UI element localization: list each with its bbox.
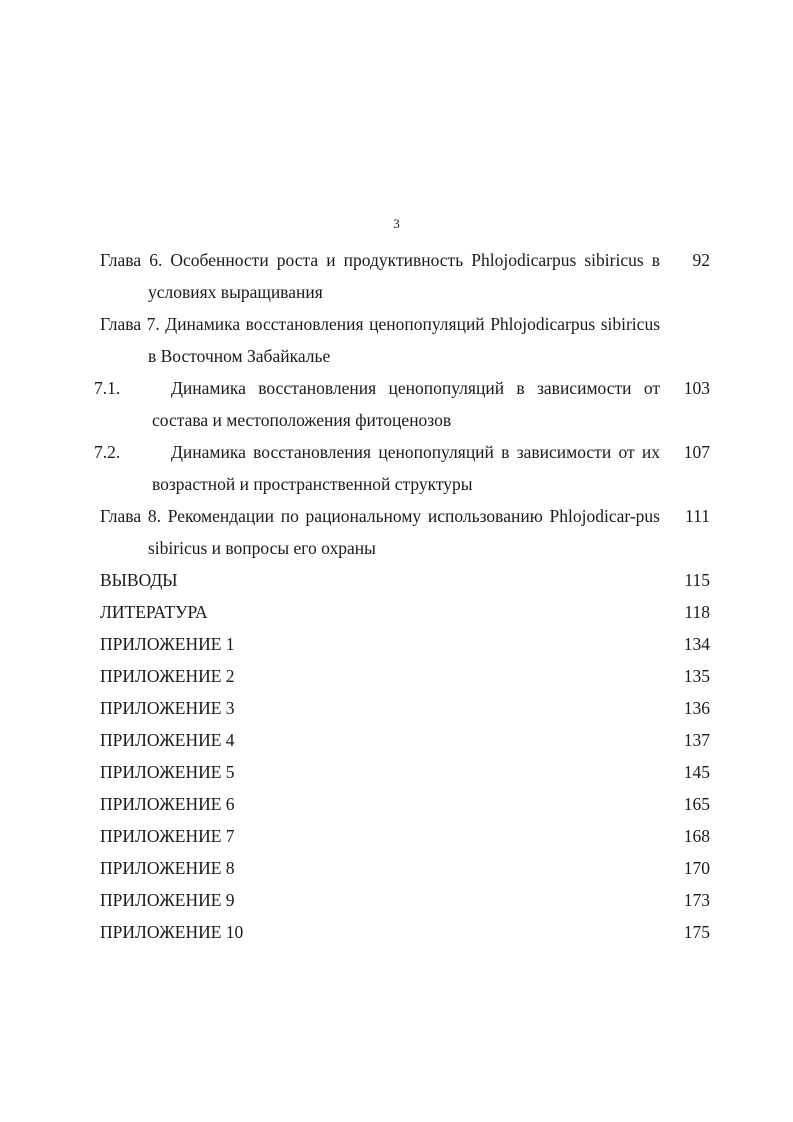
toc-entry-title: Динамика восстановления ценопопуляций в зависимости от состава и местоположения фитоценозов <box>152 378 660 430</box>
toc-entry-title-block <box>100 244 710 308</box>
toc-entry-title: ПРИЛОЖЕНИЕ 6 <box>100 794 235 814</box>
toc-entry <box>100 564 710 596</box>
toc-entry <box>100 244 710 308</box>
toc-entry-title: ЛИТЕРАТУРА <box>100 602 208 622</box>
toc-entry-page: 103 <box>683 378 710 398</box>
toc-entry <box>100 596 710 628</box>
toc-entry-page: 175 <box>683 922 710 942</box>
toc-entry-title-block <box>100 820 710 852</box>
toc-entry <box>100 628 710 660</box>
toc-entry-title: ПРИЛОЖЕНИЕ 8 <box>100 858 235 878</box>
toc-entry <box>100 724 710 756</box>
toc-entry-title-block <box>100 660 710 692</box>
toc-entry-page: 134 <box>683 634 710 654</box>
toc-entry-title: ПРИЛОЖЕНИЕ 9 <box>100 890 235 910</box>
toc-entry-title: ПРИЛОЖЕНИЕ 7 <box>100 826 235 846</box>
toc-entry-page: 137 <box>683 730 710 750</box>
toc-entry-number: 7.2. <box>94 442 121 462</box>
toc-entry <box>100 916 710 948</box>
toc-entry-title: ПРИЛОЖЕНИЕ 10 <box>100 922 244 942</box>
toc-entry <box>100 756 710 788</box>
toc-entry <box>100 852 710 884</box>
toc-entry-title: ПРИЛОЖЕНИЕ 2 <box>100 666 235 686</box>
toc-entry-title-block <box>100 308 710 372</box>
toc-entry <box>94 372 710 436</box>
toc-entry-title: Глава 7. Динамика восстановления ценопопуляций Phlojodicarpus sibiricus в Восточном Забайкалье <box>100 314 660 366</box>
toc-entry-page: 111 <box>685 506 710 526</box>
toc-entry <box>100 660 710 692</box>
toc-entry-title-block <box>100 756 710 788</box>
toc-entry-page: 135 <box>683 666 710 686</box>
toc-entry-title-block <box>100 884 710 916</box>
toc-entry <box>100 500 710 564</box>
toc-entry <box>100 692 710 724</box>
toc-entry <box>94 436 710 500</box>
toc-entry-title-block <box>100 564 710 596</box>
toc-entry-page: 170 <box>683 858 710 878</box>
toc-entry-page: 165 <box>683 794 710 814</box>
toc-entry-page: 118 <box>684 602 710 622</box>
toc-entry-title: ВЫВОДЫ <box>100 570 178 590</box>
toc-entry-title: Динамика восстановления ценопопуляций в зависимости от их возрастной и пространственной структуры <box>152 442 660 494</box>
toc-entry-title: ПРИЛОЖЕНИЕ 5 <box>100 762 235 782</box>
toc-entry-page: 92 <box>692 250 710 270</box>
toc-entry-title-block <box>100 852 710 884</box>
toc-entry-page: 173 <box>683 890 710 910</box>
toc-entry <box>100 884 710 916</box>
toc-entry-title: ПРИЛОЖЕНИЕ 3 <box>100 698 235 718</box>
toc-entry-page: 115 <box>684 570 710 590</box>
toc-entry-title: ПРИЛОЖЕНИЕ 4 <box>100 730 235 750</box>
toc-entry <box>100 820 710 852</box>
toc-entry-page: 136 <box>683 698 710 718</box>
toc-entry-number: 7.1. <box>94 378 121 398</box>
toc-entry-title-block <box>94 436 710 500</box>
toc-entry-title-block <box>100 916 710 948</box>
toc-entry-page: 145 <box>683 762 710 782</box>
toc-entry <box>100 308 710 372</box>
toc-entry-title-block <box>100 724 710 756</box>
table-of-contents <box>94 244 710 948</box>
toc-entry-title-block <box>100 596 710 628</box>
toc-entry-title-block <box>100 500 710 564</box>
toc-entry-page: 168 <box>683 826 710 846</box>
toc-entry-title-block <box>94 372 710 436</box>
toc-entry-title: Глава 6. Особенности роста и продуктивность Phlojodicarpus sibiricus в условиях выращивания <box>100 250 660 302</box>
toc-entry <box>100 788 710 820</box>
toc-entry-page: 107 <box>683 442 710 462</box>
toc-entry-title-block <box>100 788 710 820</box>
toc-entry-title-block <box>100 692 710 724</box>
toc-entry-title: Глава 8. Рекомендации по рациональному использованию Phlojodicar-pus sibiricus и вопросы его охраны <box>100 506 660 558</box>
page-number: 3 <box>393 216 400 231</box>
toc-entry-title-block <box>100 628 710 660</box>
toc-entry-title: ПРИЛОЖЕНИЕ 1 <box>100 634 235 654</box>
